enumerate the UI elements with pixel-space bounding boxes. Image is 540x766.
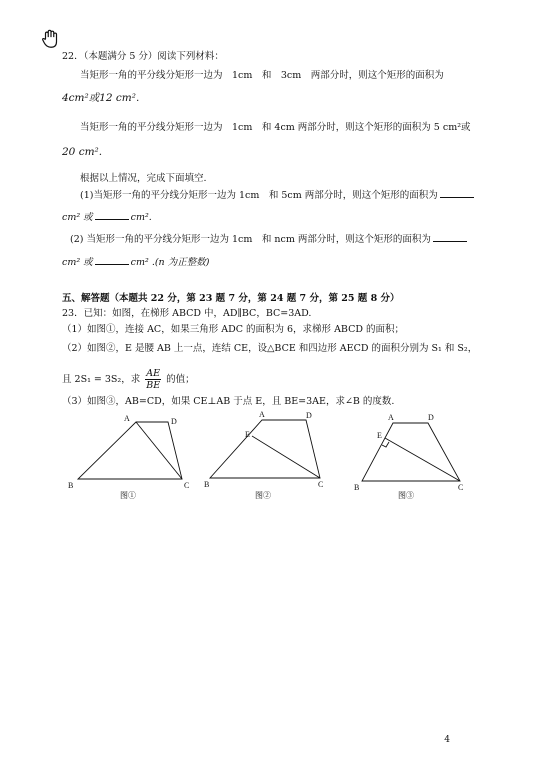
q23-part2b: 且 2S₁ = 3S₂，求 $\frac{AE}{BE}$ 的值； [62, 368, 195, 391]
fig3-label-d: D [428, 413, 434, 422]
page-number: 4 [444, 735, 450, 745]
fig3-segment-ec [385, 438, 460, 481]
q22-sub2-answer: cm² 或 cm² .(n 为正整数) [62, 257, 210, 268]
fig2-label-e: E [245, 430, 250, 439]
fig1-label-b: B [68, 481, 74, 490]
q23-part2a: （2）如图②，E 是腰 AB 上一点，连结 CE，设△BCE 和四边形 AECD 的面积分别为 S₁ 和 S₂， [62, 343, 478, 354]
q23-part3: （3）如图③，AB=CD，如果 CE⊥AB 于点 E，且 BE=3AE，求∠B 的度数. [62, 396, 395, 407]
fig1-label-d: D [171, 417, 177, 426]
fig2-caption: 图② [255, 491, 271, 500]
q22-sub1-answer: cm² 或 cm². [62, 212, 152, 223]
hand-pointer-icon [40, 28, 62, 50]
fig2-trapezoid [210, 420, 320, 478]
blank-q1-b[interactable] [95, 211, 129, 220]
q22-p2-answer: 20 cm². [62, 146, 103, 158]
q22-p2: 当矩形一角的平分线分矩形一边为 1cm 和 4cm 两部分时，则这个矩形的面积为 5 cm²或 [80, 122, 471, 133]
fig3-right-angle-mark [382, 442, 389, 447]
fig2-label-b: B [204, 480, 210, 489]
q22-header: 22．（本题满分 5 分）阅读下列材料： [62, 51, 224, 62]
q22-sub1: (1)当矩形一角的平分线分矩形一边为 1cm 和 5cm 两部分时，则这个矩形的面积为 [80, 187, 476, 201]
fraction-ae-be: $\frac{AE}{BE}$ [146, 368, 161, 391]
fig1-trapezoid [78, 422, 182, 479]
fig1-label-a: A [124, 414, 130, 423]
q22-p3: 根据以上情况，完成下面填空. [80, 173, 207, 184]
fig1-label-c: C [184, 481, 190, 490]
fig3-label-c: C [458, 483, 464, 492]
fig3-label-e: E [377, 431, 382, 440]
q23-part1: （1）如图①，连接 AC，如果三角形 ADC 的面积为 6，求梯形 ABCD 的面积； [62, 324, 404, 335]
blank-q1-a[interactable] [440, 189, 474, 198]
fig2-label-d: D [306, 411, 312, 420]
q22-p1: 当矩形一角的平分线分矩形一边为 1cm 和 3cm 两部分时，则这个矩形的面积为 [80, 70, 444, 81]
blank-q2-b[interactable] [95, 256, 129, 265]
q22-sub2: (2) 当矩形一角的平分线分矩形一边为 1cm 和 ncm 两部分时，则这个矩形的面积为 [70, 231, 469, 245]
section5-header: 五、解答题（本题共 22 分，第 23 题 7 分，第 24 题 7 分，第 25 题 8 分） [62, 293, 400, 304]
fig3-label-b: B [354, 483, 360, 492]
fig3-label-a: A [388, 413, 394, 422]
blank-q2-a[interactable] [433, 233, 467, 242]
fig2-label-a: A [259, 410, 265, 419]
q22-p1-answer: 4cm²或12 cm². [62, 92, 140, 104]
fig1-caption: 图① [120, 491, 136, 500]
trapezoid-figures [0, 408, 540, 508]
q23-intro: 23．已知：如图，在梯形 ABCD 中，AD∥BC，BC=3AD. [62, 308, 312, 319]
fig2-label-c: C [318, 480, 324, 489]
fig2-segment-ec [252, 436, 320, 478]
fig3-caption: 图③ [398, 491, 414, 500]
